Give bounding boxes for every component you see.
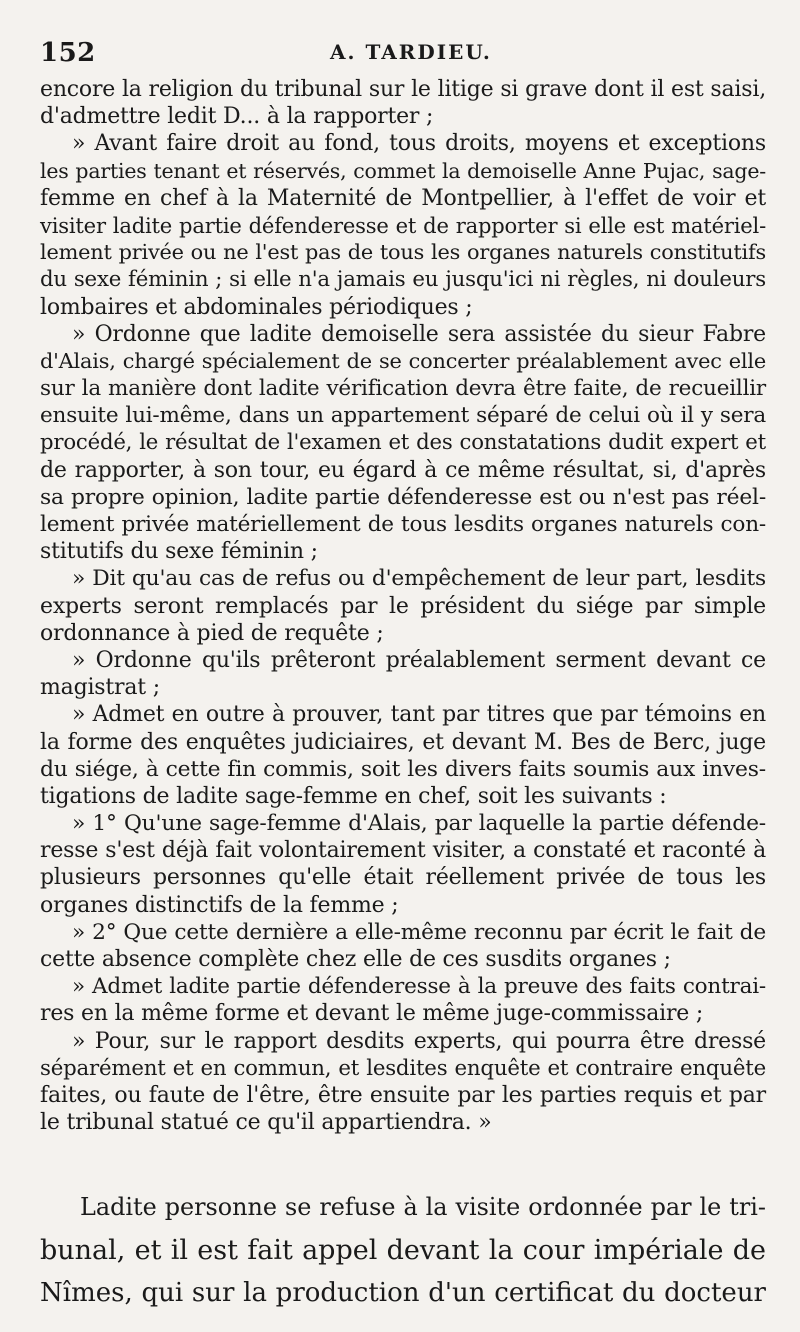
text-line: » 2° Que cette dernière a elle-même reconnu par écrit le fait de — [72, 919, 766, 945]
text-line: sur la manière dont ladite vérification devra être faite, de recueillir — [40, 376, 766, 402]
text-line: ordonnance à pied de requête ; — [40, 620, 384, 646]
text-line: » Ordonne qu'ils prêteront préalablement serment devant ce — [72, 647, 766, 673]
text-line: encore la religion du tribunal sur le litige si grave dont il est saisi, — [40, 77, 766, 102]
text-line: la forme des enquêtes judiciaires, et devant M. Bes de Berc, juge — [40, 729, 766, 755]
text-line: experts seront remplacés par le président du siége par simple — [40, 593, 766, 619]
text-line: resse s'est déjà fait volontairement visiter, a constaté et raconté à — [40, 838, 766, 864]
text-line: visiter ladite partie défenderesse et de rapporter si elle est matériel- — [40, 212, 766, 238]
text-line: les parties tenant et réservés, commet la demoiselle Anne Pujac, sage- — [40, 158, 766, 183]
narrative-paragraph — [40, 1186, 766, 1315]
page-number: 152 — [40, 38, 96, 68]
text-line: bunal, et il est fait appel devant la cour impériale de — [40, 1235, 766, 1266]
text-line: res en la même forme et devant le même juge-commissaire ; — [40, 1001, 704, 1027]
text-line: sa propre opinion, ladite partie défenderesse est ou n'est pas réel- — [40, 484, 766, 510]
court-ruling-quote — [40, 76, 766, 1136]
text-line: le tribunal statué ce qu'il appartiendra. » — [40, 1110, 492, 1136]
text-line: cette absence complète chez elle de ces susdits organes ; — [40, 947, 671, 972]
text-line: plusieurs personnes qu'elle était réellement privée de tous les — [40, 865, 766, 891]
text-line: tigations de ladite sage-femme en chef, soit les suivants : — [40, 783, 667, 809]
text-line: Nîmes, qui sur la production d'un certificat du docteur — [40, 1278, 766, 1308]
text-line: » Pour, sur le rapport desdits experts, qui pourra être dressé — [72, 1028, 766, 1054]
page-header — [40, 38, 760, 68]
text-line: lement privée matériellement de tous lesdits organes naturels con- — [40, 512, 766, 537]
text-line: faites, ou faute de l'être, être ensuite par les parties requis et par — [40, 1082, 766, 1108]
text-line: séparément et en commun, et lesdites enquête et contraire enquête — [40, 1055, 766, 1081]
text-line: du sexe féminin ; si elle n'a jamais eu jusqu'ici ni règles, ni douleurs — [40, 267, 766, 293]
text-line: organes distinctifs de la femme ; — [40, 892, 399, 918]
text-line: procédé, le résultat de l'examen et des constatations dudit expert et — [40, 430, 766, 456]
text-line: » 1° Qu'une sage-femme d'Alais, par laquelle la partie défende- — [72, 811, 766, 837]
text-line: de rapporter, à son tour, eu égard à ce même résultat, si, d'après — [40, 457, 766, 483]
text-line: » Avant faire droit au fond, tous droits, moyens et exceptions — [72, 131, 766, 157]
text-line: magistrat ; — [40, 675, 160, 701]
text-line: » Dit qu'au cas de refus ou d'empêchement de leur part, lesdits — [72, 566, 766, 592]
text-line: lement privée ou ne l'est pas de tous les organes naturels constitutifs — [40, 240, 766, 265]
text-line: » Admet en outre à prouver, tant par titres que par témoins en — [72, 702, 766, 728]
text-line: » Admet ladite partie défenderesse à la preuve des faits contrai- — [72, 974, 766, 1000]
text-line: d'admettre ledit D... à la rapporter ; — [40, 104, 434, 130]
text-line: d'Alais, chargé spécialement de se concerter préalablement avec elle — [40, 348, 766, 373]
text-line: ensuite lui-même, dans un appartement séparé de celui où il y sera — [40, 403, 766, 429]
text-line: lombaires et abdominales périodiques ; — [40, 294, 473, 320]
text-line: Ladite personne se refuse à la visite ordonnée par le tri- — [80, 1193, 766, 1221]
text-line: femme en chef à la Maternité de Montpellier, à l'effet de voir et — [40, 185, 766, 211]
running-head: A. TARDIEU. — [330, 40, 492, 64]
text-line: du siége, à cette fin commis, soit les divers faits soumis aux inves- — [40, 756, 766, 782]
text-line: » Ordonne que ladite demoiselle sera assistée du sieur Fabre — [72, 321, 766, 347]
text-line: stitutifs du sexe féminin ; — [40, 539, 318, 565]
